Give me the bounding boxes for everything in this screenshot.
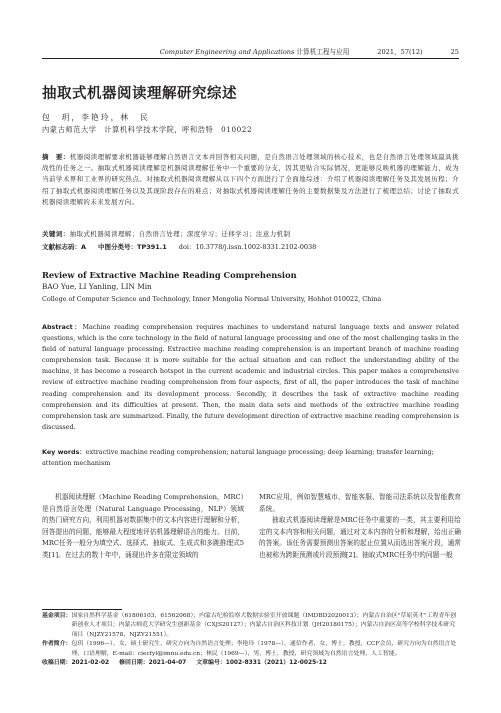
journal-name-cn: 计算机工程与应用: [296, 48, 350, 56]
affiliation-english: College of Computer Science and Technology, Inner Mongolia Normal University, Hohhot 010022, China: [42, 295, 382, 303]
header-rule: [42, 58, 459, 59]
article-id: 文章编号：1002-8331（2021）12-0025-12: [196, 660, 327, 667]
abstract-chinese: [42, 152, 459, 208]
document-code: 文献标志码：A: [42, 243, 87, 251]
abstract-cn-label: 摘 要：: [42, 153, 70, 161]
affiliation-chinese: 内蒙古师范大学 计算机科学技术学院，呼和浩特 010022: [42, 125, 253, 134]
clc-number: 中图分类号：TP391.1: [98, 243, 167, 251]
fund-text: 国家自然科学基金（61806103，61562068）；内蒙古纪检监察大数据实验室开放课题（IMDBD2020013）；内蒙古自治区"草原英才"工程青年创新创业人才项目；内蒙古师范大学研究生创新基金（CXJS20127）；内蒙古自治区科技计划（JH20180175）；内蒙古自治区高等学校科学技术研究项目（NJZY21578，NJZY21551）。: [71, 613, 457, 638]
fund-label: 基金项目：: [42, 613, 72, 619]
body-right-paragraph-1: MRC应用，例如智慧城市、智能客服、智能司法系统以及智能教育系统。: [259, 493, 461, 513]
journal-name: Computer Engineering and Applications: [159, 48, 295, 56]
keywords-en-text: extractive machine reading comprehension; natural language processing; deep learning; transfer learning; attention mechanism: [42, 448, 434, 468]
issue-info: 2021，57(12): [377, 48, 423, 56]
document-info: [42, 242, 459, 251]
received-info: [42, 659, 459, 668]
keywords-cn-label: 关键词：: [42, 230, 70, 238]
author-bio-label: 作者简介：: [42, 641, 72, 648]
body-right-paragraph-2: 抽取式机器阅读理解是MRC任务中重要的一类，其主要利用给定的文本内容和相关问题，通过对文本内容的分析和理解，给出正确的答案。该任务需要预测出答案的起止位置从而选出答案片段，通常也被称为跨距预测或片段预测[2]。抽取式MRC任务中的问题一般: [259, 516, 461, 559]
keywords-cn-text: 抽取式机器阅读理解；自然语言处理；深度学习；迁移学习；注意力机制: [69, 230, 291, 238]
footnotes: [42, 612, 459, 668]
author-footnote: [42, 640, 459, 659]
abstract-en-label: Abstract：: [42, 323, 83, 331]
page-number: 25: [450, 48, 459, 56]
received-date: 收稿日期：2021-02-02: [42, 660, 110, 667]
doi: doi：10.3778/j.issn.1002-8331.2102-0038: [178, 243, 317, 251]
keywords-en-label: Key words：: [42, 448, 86, 456]
abstract-cn-text: 机器阅读理解要求机器能够理解自然语言文本并回答相关问题，是自然语言处理领域的核心技术，也是自然语言处理领域最具挑战性的任务之一。抽取式机器阅读理解是机器阅读理解任务中一个重要的分支，因其更贴合实际情况，更能够反映机器的理解能力，成为当前学术界和工业界的研究热点。对抽取式机器阅读理解从以下四个方面进行了全面地综述：介绍了机器阅读理解任务及其发展历程；介绍了抽取式机器阅读理解任务以及其现阶段存在的难点；对抽取式机器阅读理解任务的主要数据集及方法进行了梳理总结；讨论了抽取式机器阅读理解的未来发展方向。: [42, 153, 459, 206]
authors-chinese: 包 玥，李艳玲，林 民: [42, 113, 150, 122]
title-chinese: 抽取式机器阅读理解研究综述: [42, 86, 237, 102]
running-header: [42, 44, 459, 56]
author-bio-text: 包玥（1996—），女，硕士研究生，研究方向为自然语言处理；李艳玲（1978—），通信作者，女，博士，教授，CCF会员，研究方向为自然语言处理、口语理解，E-mail：ciecfyl@imnu.edu.cn；林民（1969—），男，博士，教授，研究领域为自然语言处理、人工智能。: [71, 641, 457, 657]
keywords-english: [42, 447, 459, 469]
fund-footnote: [42, 612, 459, 640]
body-left-column: 机器阅读理解（Machine Reading Comprehension，MRC）是自然语言处理（Natural Language Processing，NLP）领域的热门研究方向，利用机器对数据集中的文本内容进行理解和分析，回答提出的问题，能够最大程度地评估机器理解语言的能力。目前，MRC任务一般分为填空式、选择式、抽取式、生成式和多跳推理式5类[1]。在过去的数十年中，涌现出许多在限定领域的: [42, 493, 244, 559]
revised-date: 修回日期：2021-04-07: [119, 660, 187, 667]
abstract-english: [42, 322, 459, 433]
abstract-en-text: Machine reading comprehension requires machines to understand natural language texts and answer related questions, which is the core technology in the field of natural language processing and one of the most challenging tasks in the field of natural language processing. Extractive machine reading comprehension is an important branch of machine reading comprehension task. Because it is more suitable for the actual situation and can reflect the understanding ability of the machine, it has become a research hotspot in the current academic and industrial circles. This paper makes a comprehensive review of extractive machine reading comprehension from four aspects, first of all, the paper introduces the task of machine reading comprehension and its development process. Secondly, it describes the task of extractive machine reading comprehension and its difficulties at present. Then, the main data sets and methods of the extractive machine reading comprehension task are summarized. Finally, the future development direction of extractive machine reading comprehension is discussed.: [42, 323, 460, 431]
title-english: Review of Extractive Machine Reading Comprehension: [42, 270, 297, 280]
keywords-chinese: [42, 229, 459, 238]
footnote-rule: [42, 609, 122, 610]
authors-english: BAO Yue, LI Yanling, LIN Min: [42, 282, 152, 291]
body-right-column: [259, 492, 461, 562]
